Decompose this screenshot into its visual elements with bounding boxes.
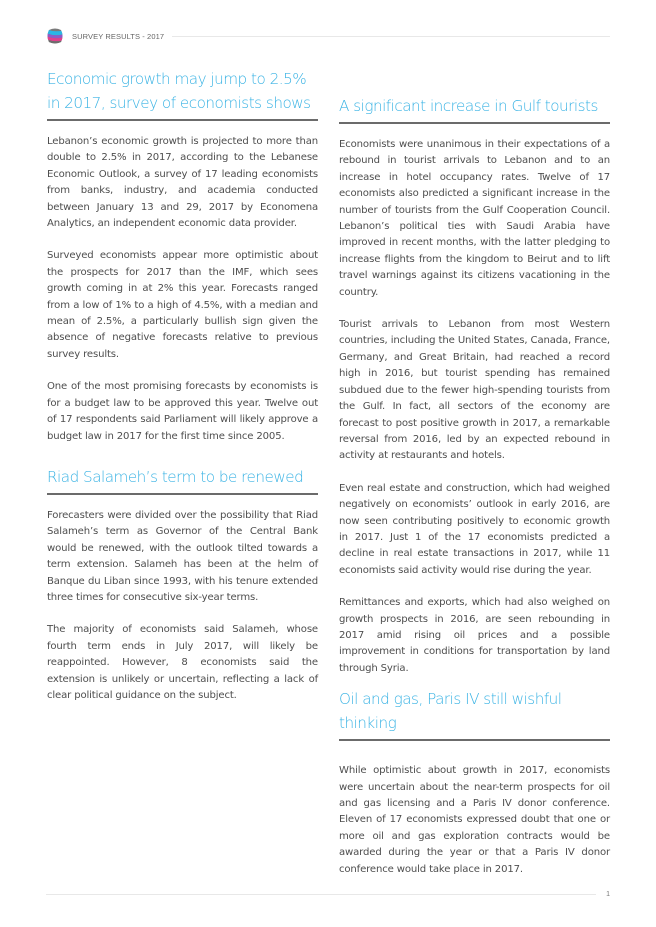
- paragraph: Remittances and exports, which had also weighed on growth prospects in 2016, are seen rebounding in 2017 amid rising oil prices and a possible improvement in conditions for transportation by land through Syria.: [339, 597, 610, 674]
- section-heading-oil-and-gas: Oil and gas, Paris IV still wishful thinking: [339, 687, 610, 741]
- page-footer: [46, 888, 610, 900]
- right-column: [339, 94, 610, 878]
- paragraph: The majority of economists said Salameh, whose fourth term ends in July 2017, will likely be reappointed. However, 8 economists said the extension is unlikely or uncertain, reflecting a lack of clear political guidance on the subject.: [47, 624, 318, 701]
- left-column: [47, 67, 318, 704]
- paragraph: Tourist arrivals to Lebanon from most Western countries, including the United States, Canada, France, Germany, and Great Britain, had reached a record high in 2016, but tourist spending has remained subdued due to the fewer high-spending tourists from the Gulf. In fact, all sectors of the economy are forecast to post positive growth in 2017, a remarkable reversal from 2016, led by an expected rebound in activity at restaurants and hotels.: [339, 319, 610, 462]
- paragraph: Even real estate and construction, which had weighed negatively on economists’ outlook in early 2016, are now seen contributing positively to economic growth in 2017. Just 1 of the 17 economists predicted a decline in real estate transactions in 2017, while 11 economists said activity would rise during the year.: [339, 482, 610, 576]
- paragraph: Forecasters were divided over the possibility that Riad Salameh’s term as Governor of the Central Bank would be renewed, with the outlook tilted towards a term extension. Salameh has been at the helm of Banque du Liban since 1993, with his tenure extended three times for consecutive six-year terms.: [47, 509, 318, 603]
- paragraph: Surveyed economists appear more optimistic about the prospects for 2017 than the IMF, which sees growth coming in at 2% this year. Forecasts ranged from a low of 1% to a high of 4.5%, with a median and mean of 2.5%, a particularly bullish sign given the absence of negative forecasts relative to previous survey results.: [47, 250, 318, 360]
- section-heading-gulf-tourists: A significant increase in Gulf tourists: [339, 94, 610, 124]
- page-header: [46, 26, 610, 46]
- paragraph: While optimistic about growth in 2017, economists were uncertain about the near-term prospects for oil and gas licensing and a Paris IV donor conference. Eleven of 17 economists expressed doubt that one or more oil and gas exploration contracts would be awarded during the year or that a Paris IV donor conference would take place in 2017.: [339, 765, 610, 875]
- header-divider: [172, 36, 610, 37]
- paragraph: Economists were unanimous in their expectations of a rebound in tourist arrivals to Lebanon and to an increase in hotel occupancy rates. Twelve of 17 economists also predicted a significant increase in the number of tourists from the Gulf Cooperation Council. Lebanon’s political ties with Saudi Arabia have improved in recent months, with the latter pledging to increase flights from the kingdom to Beirut and to lift travel warnings against its citizens vacationing in the country.: [339, 139, 610, 298]
- page-number: 1: [606, 890, 610, 898]
- paragraph: One of the most promising forecasts by economists is for a budget law to be approved this year. Twelve out of 17 respondents said Parliament will likely approve a budget law in 2017 for the first time since 2005.: [47, 381, 318, 442]
- section-heading-economic-growth: Economic growth may jump to 2.5% in 2017, survey of economists shows: [47, 67, 318, 121]
- section-heading-salameh-term: Riad Salameh’s term to be renewed: [47, 465, 318, 495]
- document-header-title: SURVEY RESULTS - 2017: [72, 31, 165, 41]
- footer-divider: [46, 894, 596, 895]
- paragraph: Lebanon’s economic growth is projected to more than double to 2.5% in 2017, according to the Lebanese Economic Outlook, a survey of 17 leading economists from banks, industry, and academia conducted between January 13 and 29, 2017 by Economena Analytics, an independent economic data provider.: [47, 136, 318, 230]
- layered-globe-logo-icon: [46, 27, 64, 45]
